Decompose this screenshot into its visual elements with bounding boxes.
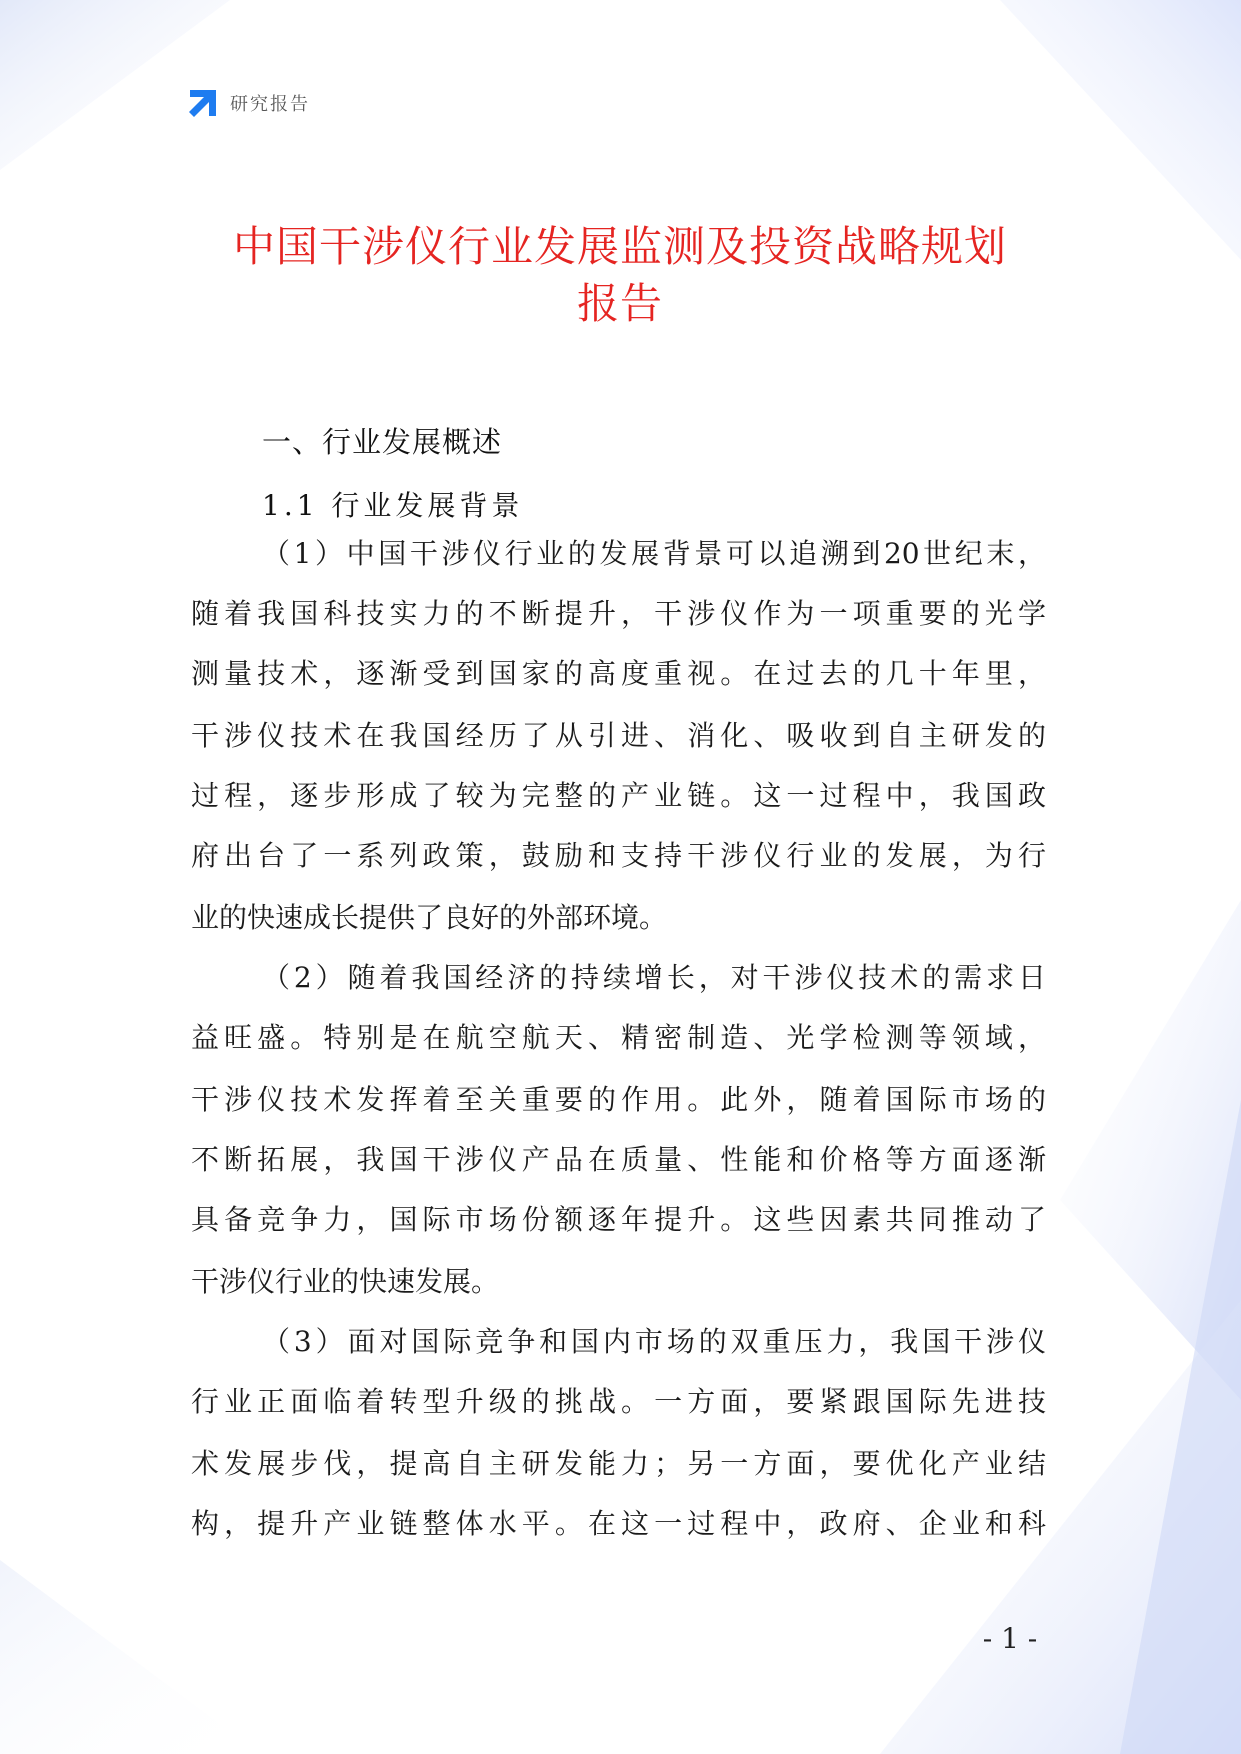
paragraph-2-line: 益旺盛。特别是在航空航天、精密制造、光学检测等领域，: [191, 1021, 1046, 1054]
paragraph-3-line: 术发展步伐，提高自主研发能力；另一方面，要优化产业结: [191, 1447, 1046, 1480]
paragraph-3-line: 构，提升产业链整体水平。在这一过程中，政府、企业和科: [191, 1507, 1046, 1540]
paragraph-2-line: 不断拓展，我国干涉仪产品在质量、性能和价格等方面逐渐: [191, 1143, 1046, 1176]
paragraph-3-line: （3）面对国际竞争和国内市场的双重压力，我国干涉仪: [262, 1325, 1046, 1358]
paragraph-1-line: 府出台了一系列政策，鼓励和支持干涉仪行业的发展，为行: [191, 839, 1046, 872]
title-line: 报告: [576, 279, 663, 328]
paragraph-3-line: 行业正面临着转型升级的挑战。一方面，要紧跟国际先进技: [191, 1385, 1046, 1418]
paragraph-2-line: （2）随着我国经济的持续增长，对干涉仪技术的需求日: [262, 961, 1046, 994]
paragraph-1-line: 测量技术，逐渐受到国家的高度重视。在过去的几十年里，: [191, 657, 1046, 690]
page-number: - 1 -: [982, 1622, 1038, 1655]
paragraph-1-line: （1）中国干涉仪行业的发展背景可以追溯到20世纪末，: [262, 537, 1046, 570]
report-header: [186, 86, 310, 120]
paragraph-1-line: 过程，逐步形成了较为完整的产业链。这一过程中，我国政: [191, 779, 1046, 812]
paragraph-2-line: 具备竞争力，国际市场份额逐年提升。这些因素共同推动了: [191, 1203, 1046, 1236]
title-line: 中国干涉仪行业发展监测及投资战略规划: [232, 222, 1007, 271]
subsection-heading: 1.1 行业发展背景: [262, 489, 524, 522]
paragraph-1-line: 业的快速成长提供了良好的外部环境。: [191, 901, 668, 934]
document-title: [150, 218, 1090, 332]
paragraph-1-line: 干涉仪技术在我国经历了从引进、消化、吸收到自主研发的: [191, 719, 1046, 752]
paragraph-2-line: 干涉仪行业的快速发展。: [191, 1265, 500, 1298]
header-label: 研究报告: [230, 94, 310, 115]
paragraph-2-line: 干涉仪技术发挥着至关重要的作用。此外，随着国际市场的: [191, 1083, 1046, 1116]
paragraph-1-line: 随着我国科技实力的不断提升，干涉仪作为一项重要的光学: [191, 597, 1046, 630]
diagonal-arrow-icon: [186, 86, 220, 120]
section-heading: 一、行业发展概述: [262, 425, 503, 459]
